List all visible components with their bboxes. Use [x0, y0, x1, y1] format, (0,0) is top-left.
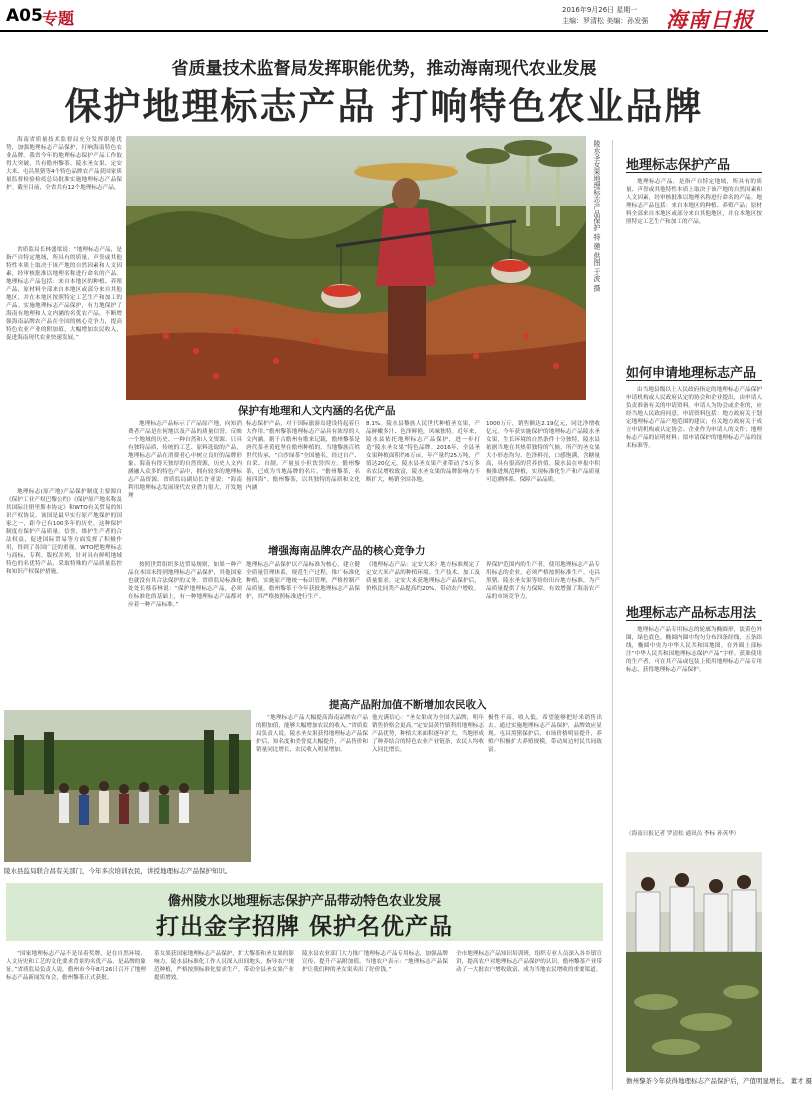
intro-paragraph-3: 地理标志(原产地)产品保护制度主要源自《保护工业产权巴黎公约》《保护原产地名称及其国际注册里斯本协定》和WTO有关贸易的知识产权协议。该国是最早实行原产地保护的国家之一，距今已有100多年的历史。这种保护制度在保护产品质量、信誉，维护生产者的合法权益，促进国际贸易等方面发挥了积极作用，得到了各国广泛的重视。WTO把地理标志与商标、专利、版权并列，针对具有鲜明地域特色的名优特产品，采取特殊的产品质量监控和知识产权保护措施。 [6, 489, 122, 575]
intro-paragraph-2: 省质监局长林盛梁说：“地理标志产品，是指产自特定地域，所具有的质量、声誉或其他特性本质上取决于该产地的自然因素和人文因素，经审核批准以地理名称进行命名的产品。地理标志产品包括：来自本地区的种植、养殖产品，原材料全部来自本地区或部分来自其他地区，并在本地区按照特定工艺生产和加工的产品。实施地理标志产品保护，有力地保护了海南有地理和人文内涵的名优农产品，不断增强海南品牌农产品在全国的核心竞争力，提高特色农业产业的附加值，大幅增加农民收入，促进海南现代农业快速发展。” [6, 247, 122, 341]
section2-col-4: 界保护范围内的生产者，使用地理标志产品专用标志的企业，必须严格按照标准生产。屯昌黑猪、陵水圣女果等纷纷出台地方标准，为产品质量提供了有力保障，有效增强了海南农产品的市场竞争力。 [486, 562, 600, 600]
sidebar-block3-text: 地理标志产品专用标志的轮廓为椭圆形，淡黄色外圈，绿色底色。椭圆内圈中均匀分布四条经线、五条纬线，椭圆中央为中华人民共和国地图。在外圈上部标注“中华人民共和国地理标志保护产品”字样。获准使用的生产者，可在其产品或包装上使用地理标志产品专用标志，获得地理标志产品保护。 [626, 627, 762, 673]
section2-title: 增强海南品牌农产品的核心竞争力 [268, 545, 426, 557]
sidebar-photo-caption: 儋州黎茶今年获得地理标志产品保护后，产值明显增长。 董才 摄 [626, 1077, 812, 1085]
section3-col-1: “地理标志产品大幅提高海南品牌农产品的附加值，能够大幅增加农民的收入。”省质监局负责人说。陵水圣女果获得地理标志产品保护后，知名度和美誉度大幅提升，产品售价和销量同比增长，农民收入明显增加。 [256, 715, 368, 753]
tea-workers-image [626, 852, 762, 1072]
section1-title: 保护有地理和人文内涵的名优产品 [238, 405, 396, 417]
section2-col-2: 地理标志产品保护以产品标准为核心，建立健全质量管理体系，规范生产过程，推广标准化种植，实施原产地统一标识管理，严格控制产品质量。儋州黎茶于今年获批地理标志产品保护，其严格按照标准进行生产。 [246, 562, 360, 600]
column-divider [612, 140, 613, 1090]
lower-col-4: 全市地理标志产品知识培训班，组织专业人员深入各乡镇宣讲，提高农户对地理标志产品保护的认识。儋州黎茶产业带动了一大批农户增收致富，成为当地农民增收的重要渠道。 [456, 951, 602, 973]
page-number: A05 [6, 6, 43, 26]
main-photo [126, 136, 586, 400]
headline-subtitle: 省质量技术监督局发挥职能优势，推动海南现代农业发展 [171, 59, 597, 79]
farmer-harvest-image [126, 136, 586, 400]
sidebar-block3-rule [626, 620, 762, 621]
farmers-training-image [4, 710, 251, 862]
section1-col-1: 地理标志产品标示了产品原产地，向知消费者产品是在何地以及产品的质量信誉，反映一个地域的历史、一种自然和人文资源。只具有独特品质，传统的工艺、原料选取的产品，地理标志产品在消费者心中树立良好的品牌形象。海南有得天独厚的自然资源，历史人文内涵融入众多的特色产品中，拥有较多的地理标志产品资源。省质监局副局长许亚说：“海南利用地理标志发展现代农业潜力很大，开发地理 [128, 421, 242, 499]
lower-col-2: 茶女果获国家地理标志产品保护，扩大黎茶和圣女果的影响力。陵水县标准化工作人员深入田间地头，指导农户规范种植，严格按照标准化要求生产，带动全县圣女果产业提质增效。 [154, 951, 294, 981]
section3-col-2: 他充满信心：“圣女果成为全国大品牌，明年销售价格会更高。”定安县黄竹镇利用地理标志产品优势，种植大米面积逐年扩大，当地形成了种养结合的特色农业产业链条，农民人均收入同比增长。 [372, 715, 484, 753]
training-photo [4, 710, 251, 862]
sidebar-credit: （海南日报记者 罗清松 通讯员 李标 孙英华） [626, 831, 740, 837]
sidebar-block3-title: 地理标志产品标志用法 [626, 606, 757, 621]
section2-col-3: 《地理标志产品：定安大米》地方标准规定了定安大米产品的种植环境、生产技术、加工及质量要求。定安大米获地理标志产品保护后，价格比同类产品提高约20%，带动农户增收。 [366, 562, 480, 592]
section3-title: 提高产品附加值不断增加农民收入 [329, 699, 487, 711]
section3-col-3: 极性不高，收入低，希望能够把好米销售出去。通过实施地理标志产品保护，品牌效应显现。屯昌黑猪保护后，市场价格明显提升，养殖户积极扩大养殖规模，带动周边村民共同致富。 [488, 715, 602, 753]
main-photo-caption: 陵水圣女果地理标志产品保护 特 邀 供图 于波 摄 [593, 140, 601, 292]
sidebar-block2-title: 如何申请地理标志产品 [626, 366, 757, 381]
headline-title: 保护地理标志产品 打响特色农业品牌 [64, 85, 704, 128]
section2-col-1: 按照世贸组织多边贸易规则，如果一种产品在本国未得到地理标志产品保护，其他国家也就没有其合法保护的义务。省质监局标准化处处长蔡春林说：“保护地理标志产品，必须在标准化的基础上，有一种地理标志产品都对应着一种产品标准。” [128, 562, 242, 608]
training-photo-caption: 陵水县监局联合昌有关部门，今年多次培训农民，讲授地理标志产品保护知识。 [4, 867, 232, 875]
sidebar-block1-rule [626, 172, 762, 173]
sidebar-block2-text: 由当地县级以上人民政府指定的地理标志产品保护申请机构或人民政府认定的协会和企业提出，由申请人负责准备有关的申请资料。申请人为协会或企业的，应经当地人民政府同意。申请资料包括：地方政府关于划定地理标志产品产地范围的建议；有关地方政府关于成立申请机构或认定协会、企业作为申请人的文件；地理标志产品的证明材料；拟申请保护的地理标志产品的技术标准等。 [626, 387, 762, 449]
date-line: 2016年9月26日 星期一 [562, 6, 638, 14]
lower-col-1: “国家地理标志产品不是吊着奖牌，是在自然环境、人文历史和工艺的文化要求背景的名优产品，是品牌的象征。”省质监局负责人说。儋州市今年8月26日召开了地理标志产品新闻发布会，儋州黎茶正式获批。 [6, 951, 146, 981]
section1-col-2: 标志保护产品，对于国际旅游岛建设将起着巨大作用。”儋州黎茶地理标志产品具有浓厚的人文内涵。据千古儋州有歌来记载，儋州黎茶是唐代茶圣黄庭坚在儋州种植的，当地黎族百姓世代传承，“白沙绿茶”全国驰名，经过自产、自采、自制，产量虽小但饮誉四方。儋州黎茶，已成为当地品牌的名片，“儋州黎茶，名扬四海”。儋州黎茶，以其独特的品质和文化内涵 [246, 421, 360, 491]
sidebar-block1-title: 地理标志保护产品 [626, 158, 731, 173]
page-header [0, 0, 768, 32]
lower-col-3: 陵水县农业部门大力推广地理标志产品专用标志，加强品牌宣传，提升产品附加值。当地农户表示：“地理标志产品保护让我们种的圣女果卖出了好价钱。” [302, 951, 448, 973]
lower-article-title: 打出金字招牌 保护名优产品 [155, 914, 453, 940]
editor-line: 主编：罗清松 美编：孙发强 [562, 17, 649, 25]
paper-logo: 海南日报 [666, 7, 754, 32]
lower-article-subtitle: 儋州陵水以地理标志保护产品带动特色农业发展 [167, 894, 441, 909]
section1-col-4: 1000万斤，销售额达2.19亿元，同比净增收亿元。今年获实施保护的地理标志产品陵水圣女果，生长环境的自然条件十分独特，陵水县依据当地在其热带独特的气候，所产的圣女果大小形态均匀、色泽鲜亮，口感饱满，含糖量高，具有很高的营养价值。陵水县在申报中积极推进规范种植，实现标准化生产和产品质量可追溯体系，保障产品品质。 [486, 421, 600, 483]
section-name: 专题 [42, 9, 75, 28]
sidebar-block2-rule [626, 380, 762, 381]
sidebar-photo [626, 852, 762, 1072]
section1-col-3: 8.1%。陵水县黎族人民世代种植圣女果，产品鲜嫩多汁、色泽鲜艳，风味独特。近年来，陵水县依托地理标志产品保护，进一步打造“陵水圣女果”特色品牌。2016年，全县圣女果种植面积约6万亩，年产量约25万吨，产值达20亿元。陵水县圣女果产业带动了5万多名农民增收致富，陵水圣女果的品牌影响力不断扩大，畅销全国各地。 [366, 421, 480, 483]
intro-paragraph-1: 海南省质量技术监督局充分发挥职能优势，加强地理标志产品保护，打响海南特色农业品牌。我省今年的地理标志保护产品工作取得大突破，共有儋州黎茶、陵水圣女果、定安大米、屯昌黑猪等4个特色品牌农产品获国家质量监督检验检疫总局批准实施地理标志产品保护。截至目前，全省共有12个地理标志产品。 [6, 137, 122, 191]
sidebar-block1-text: 地理标志产品，是指产自特定地域，所具有的质量、声誉或其他特性本质上取决于该产地的自然因素和人文因素，经审核批准以地理名称进行命名的产品。地理标志产品包括：来自本地区的种植、养殖产品；原材料全部来自本地区或部分来自其他地区，并在本地区按照特定工艺生产和加工的产品。 [626, 179, 762, 225]
